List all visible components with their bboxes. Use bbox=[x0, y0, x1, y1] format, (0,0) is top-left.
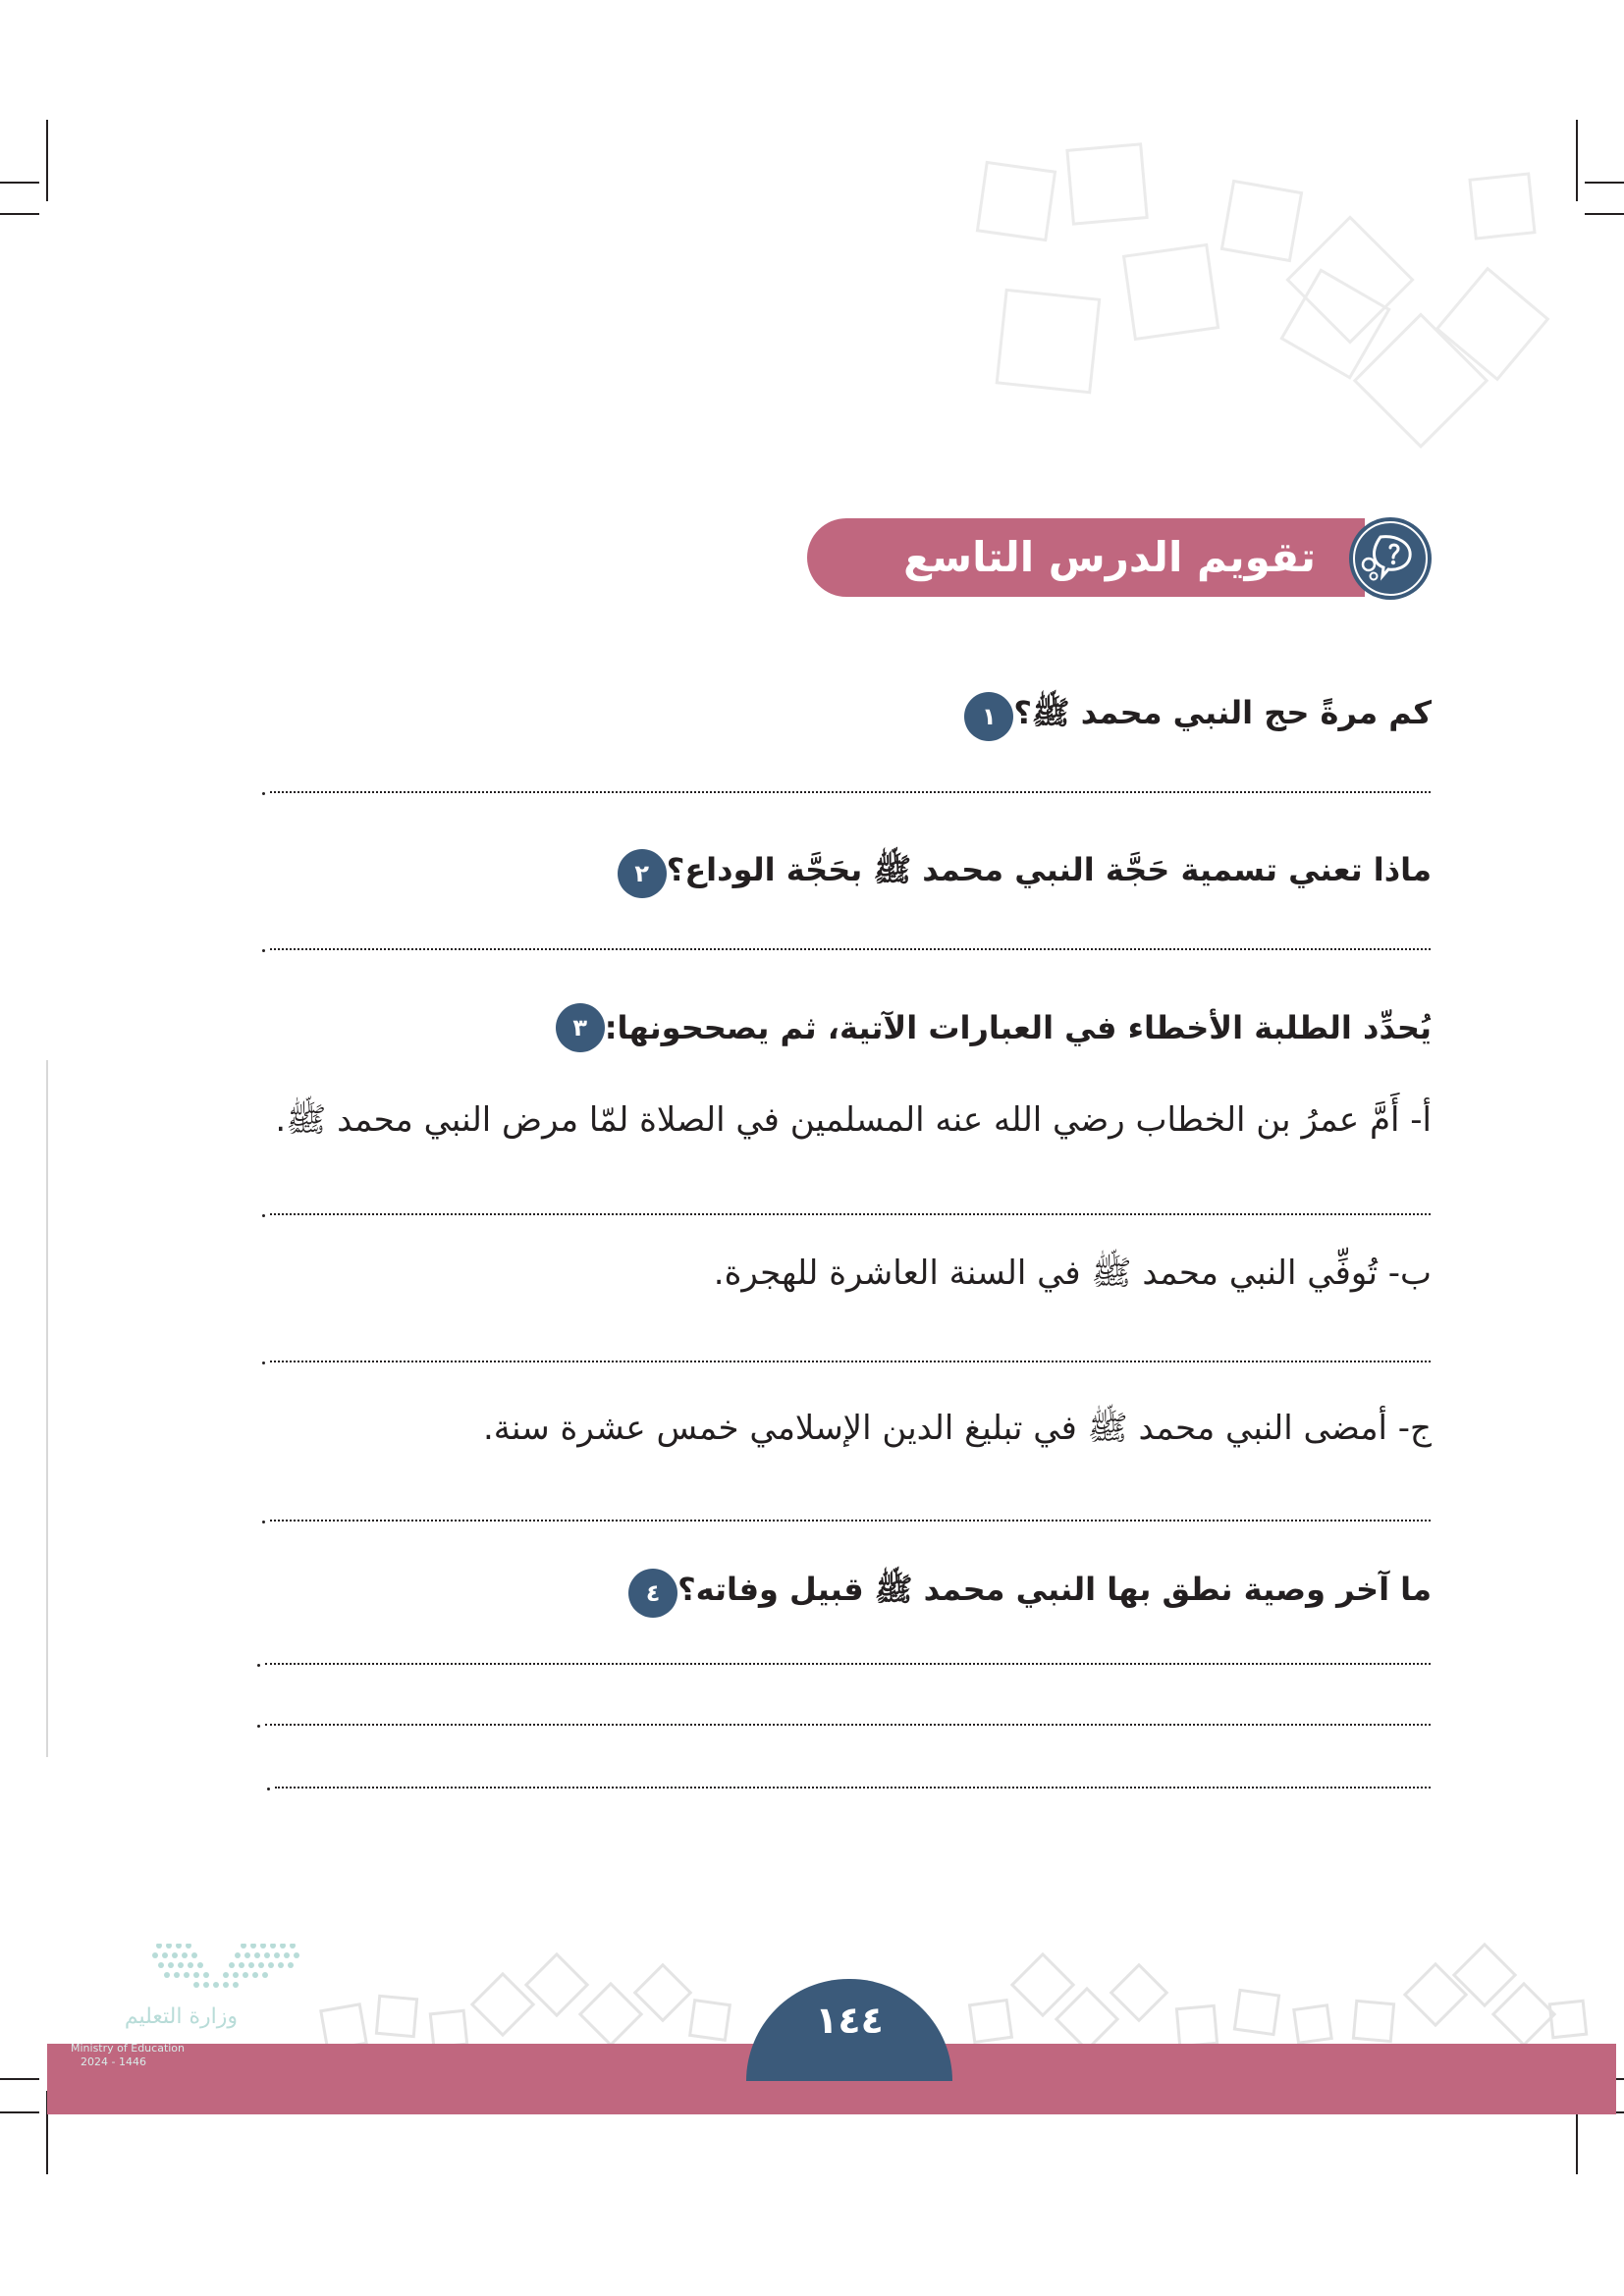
question-2 bbox=[602, 847, 1432, 900]
answer-line[interactable] bbox=[275, 1787, 1431, 1789]
question-3 bbox=[540, 1001, 1432, 1054]
ministry-name: وزارة التعليم bbox=[124, 2004, 238, 2029]
page-title: تقويم الدرس التاسع عشر bbox=[903, 533, 1316, 660]
question-text: كم مرةً حج النبي محمد ﷺ؟ bbox=[1013, 694, 1432, 731]
question-1 bbox=[948, 690, 1432, 743]
answer-line[interactable] bbox=[265, 1663, 1431, 1665]
answer-line[interactable] bbox=[270, 791, 1431, 793]
answer-line[interactable] bbox=[270, 1213, 1431, 1215]
top-pattern bbox=[977, 144, 1547, 447]
question-number-badge: ٢ bbox=[618, 849, 667, 898]
question-number-badge: ١ bbox=[964, 692, 1013, 741]
ministry-year: 2024 - 1446 bbox=[81, 2056, 146, 2068]
question-bubble-icon bbox=[1347, 515, 1434, 602]
answer-line[interactable] bbox=[270, 1361, 1431, 1362]
bottom-pattern bbox=[321, 1945, 1587, 2050]
answer-line[interactable] bbox=[270, 1520, 1431, 1522]
lesson-evaluation-header bbox=[807, 518, 1365, 660]
sub-item-c: ج- أمضى النبي محمد ﷺ في تبليغ الدين الإسلامي خمس عشرة سنة. bbox=[482, 1409, 1432, 1448]
question-text: ما آخر وصية نطق بها النبي محمد ﷺ قبيل وفاته؟ bbox=[677, 1571, 1432, 1608]
question-number-badge: ٤ bbox=[628, 1569, 677, 1618]
ministry-name-en: Ministry of Education bbox=[71, 2042, 186, 2055]
answer-line[interactable] bbox=[270, 948, 1431, 950]
sub-item-b: ب- تُوفِّي النبي محمد ﷺ في السنة العاشرة للهجرة. bbox=[713, 1254, 1432, 1293]
question-text: ماذا تعني تسمية حَجَّة النبي محمد ﷺ بحَجَّة الوداع؟ bbox=[666, 851, 1432, 888]
page-number: ١٤٤ bbox=[815, 1999, 884, 2042]
answer-line[interactable] bbox=[265, 1724, 1431, 1726]
question-text: يُحدِّد الطلبة الأخطاء في العبارات الآتية، ثم يصححونها: bbox=[604, 1009, 1432, 1046]
sub-item-a: أ- أَمَّ عمرُ بن الخطاب رضي الله عنه المسلمين في الصلاة لمّا مرض النبي محمد ﷺ. bbox=[275, 1100, 1432, 1140]
question-4 bbox=[613, 1567, 1432, 1620]
question-number-badge: ٣ bbox=[556, 1003, 605, 1052]
